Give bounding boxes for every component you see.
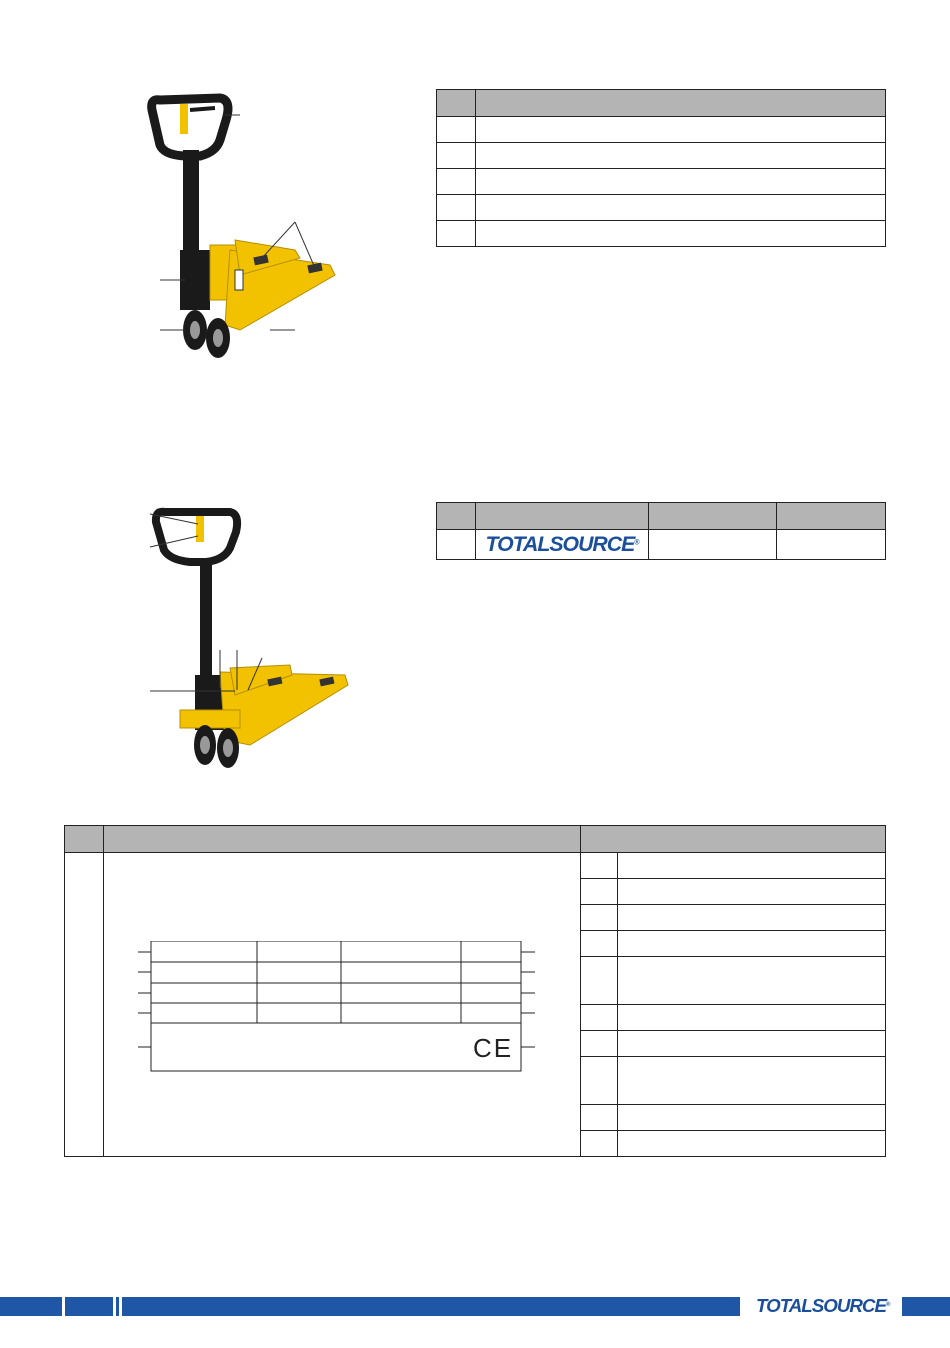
table-header-cell <box>437 503 476 530</box>
table-row <box>437 221 886 247</box>
table-header-cell <box>437 90 476 117</box>
table-header-cell <box>777 503 886 530</box>
callout-lines-2 <box>140 500 370 780</box>
ce-mark: CE <box>473 1033 514 1063</box>
table-header-cell <box>581 826 886 853</box>
table-header-cell <box>104 826 581 853</box>
table-row <box>437 195 886 221</box>
footer-bar <box>0 1297 950 1316</box>
label-table <box>436 502 886 560</box>
nameplate-drawing <box>151 941 521 1071</box>
table-row <box>437 117 886 143</box>
footer-logo: TOTALSOURCE® <box>756 1295 890 1316</box>
pallet-truck-figure-2 <box>140 500 370 780</box>
table-header-cell <box>649 503 777 530</box>
parts-table-1 <box>436 89 886 247</box>
table-row <box>437 143 886 169</box>
table-row <box>437 169 886 195</box>
table-header-cell <box>65 826 104 853</box>
table-header-cell <box>476 503 649 530</box>
callout-lines-1 <box>140 80 340 370</box>
table-row <box>437 530 886 560</box>
pallet-truck-figure-1 <box>140 80 340 370</box>
table-header-cell <box>476 90 886 117</box>
nameplate-table <box>64 825 886 1157</box>
total-source-logo: TOTALSOURCE® <box>485 532 639 556</box>
